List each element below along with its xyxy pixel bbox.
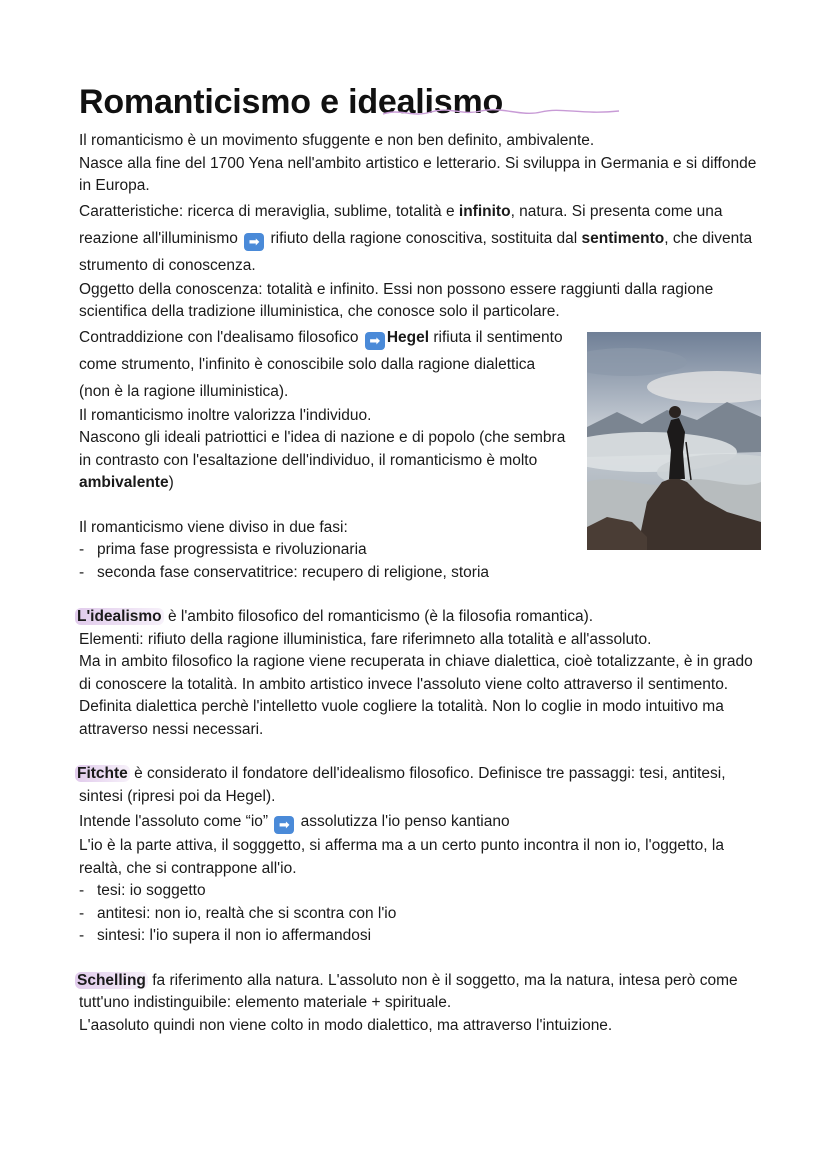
paragraph: Nascono gli ideali patriottici e l'idea di nazione e di popolo (che sembra in contrasto con l'esaltazione dell'individuo, il romanticismo è molto ambivalente) <box>79 429 566 491</box>
paragraph: L'idealismo è l'ambito filosofico del romanticismo (è la filosofia romantica). <box>77 608 594 625</box>
phases-list <box>79 539 759 584</box>
paragraph: L'io è la parte attiva, il sogggetto, si afferma ma a un certo punto incontra il non io, l'oggetto, la realtà, che si contrappone all'io. <box>79 837 724 877</box>
right-arrow-icon: ➡ <box>244 233 264 251</box>
page-title <box>79 80 759 124</box>
paragraph: Il romanticismo inoltre valorizza l'individuo. <box>79 406 372 424</box>
list-item: - seconda fase conservatitrice: recupero di religione, storia <box>79 562 759 585</box>
dialectic-list <box>79 880 759 948</box>
paragraph: L'aasoluto quindi non viene colto in modo dialettico, ma attraverso l'intuizione. <box>79 1016 613 1034</box>
paragraph: Ma in ambito filosofico la ragione viene recuperata in chiave dialettica, cioè totalizzante, è in grado di conoscere la totalità. In ambito artistico invece l'assoluto viene colto attraverso il sentimento. <box>79 653 753 693</box>
paragraph: Il romanticismo viene diviso in due fasi: <box>79 518 348 536</box>
page-title-text: Romanticismo e idealismo <box>79 83 504 121</box>
list-item: - tesi: io soggetto <box>79 880 759 903</box>
highlighted-term: Schelling <box>77 971 146 989</box>
list-item: - prima fase progressista e rivoluzionaria <box>79 539 759 562</box>
handwriting-scribble <box>381 106 621 120</box>
paragraph: Nasce alla fine del 1700 Yena nell'ambito artistico e letterario. Si sviluppa in Germania e si diffonde in Europa. <box>79 154 757 194</box>
wanderer-painting-image <box>587 332 761 550</box>
right-arrow-icon: ➡ <box>274 816 294 834</box>
paragraph: Fitchte è considerato il fondatore dell'idealismo filosofico. Definisce tre passaggi: tesi, antitesi, sintesi (ripresi poi da Hegel). <box>77 765 726 805</box>
paragraph: Oggetto della conoscenza: totalità e infinito. Essi non possono essere raggiunti dalla ragione scientifica della tradizione illuministica, che conosce solo il particolare. <box>79 280 714 320</box>
highlighted-term: L'idealismo <box>77 608 162 625</box>
paragraph: Elementi: rifiuto della ragione illuministica, fare riferimneto alla totalità e all'assoluto. <box>79 630 652 648</box>
paragraph: Caratteristiche: ricerca di meraviglia, sublime, totalità e infinito, natura. Si presenta come una reazione all'illuminismo ➡ rifiuto della ragione conoscitiva, sostituita dal sentimento, che diventa strumento di conoscenza. <box>79 202 753 274</box>
right-arrow-icon: ➡ <box>365 332 385 350</box>
list-item: - antitesi: non io, realtà che si scontra con l'io <box>79 903 759 926</box>
paragraph: Definita dialettica perchè l'intelletto vuole cogliere la totalità. Non lo coglie in modo intuitivo ma attraverso nessi necessari. <box>79 698 724 738</box>
paragraph: Schelling fa riferimento alla natura. L'assoluto non è il soggetto, ma la natura, intesa però come tutt'uno indistinguibile: elemento materiale + spirituale. <box>77 971 738 1011</box>
list-item: - sintesi: l'io supera il non io affermandosi <box>79 925 759 948</box>
document-page <box>79 80 759 1037</box>
paragraph: Il romanticismo è un movimento sfuggente e non ben definito, ambivalente. <box>79 132 595 149</box>
paragraph: Contraddizione con l'dealisamo filosofico ➡ Hegel rifiuta il sentimento come strumento, l'infinito è conoscibile solo dalla ragione dialettica (non è la ragione illuministica). <box>79 328 563 400</box>
paragraph: Intende l'assoluto come “io” ➡ assolutizza l'io penso kantiano <box>79 813 510 832</box>
highlighted-term: Fitchte <box>77 765 128 782</box>
